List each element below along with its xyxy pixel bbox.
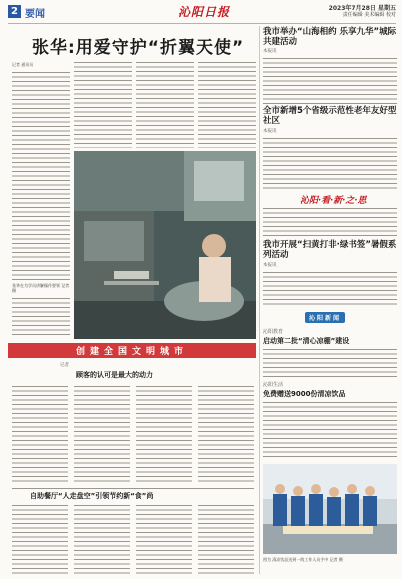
stall-text-col3 — [136, 503, 192, 575]
civilization-banner — [8, 343, 256, 357]
civility-byline: 记者 — [60, 363, 69, 368]
right-top-headline: 我市举办“山海相约 乐享九华”城际共建活动 — [263, 27, 397, 47]
right-column-text — [263, 206, 397, 236]
summer-headline: 我市开展“扫黄打非·绿书签”暑假系列活动 — [263, 240, 397, 260]
masthead-logo: 沁阳日报 — [178, 5, 231, 19]
main-story-text-col1 — [12, 70, 70, 280]
main-headline: 张华:用爱守护“折翼天使” — [32, 38, 245, 58]
stall-text-col2 — [74, 503, 130, 575]
summer-text — [263, 270, 397, 308]
banner-title: 创建全国文明城市 — [75, 347, 188, 357]
stall-text-col1 — [12, 503, 68, 575]
civility-text-col4 — [198, 384, 254, 484]
civility-text-col1 — [12, 384, 68, 484]
page-number: 2 — [8, 5, 21, 18]
main-story-text-col3 — [136, 60, 194, 148]
factory-workshop-image — [74, 151, 256, 339]
editor-credits: 责任编辑 美术编辑 校对 — [342, 12, 396, 18]
right-mid-headline: 全市新增5个省级示范性老年友好型社区 — [263, 106, 397, 126]
section-name: 要闻 — [25, 9, 45, 20]
right-mid-byline: 本报讯 — [263, 129, 277, 134]
right-top-byline: 本报讯 — [263, 49, 277, 54]
item2-text — [263, 400, 397, 460]
item1-kicker: 沁阳教育 — [263, 329, 284, 335]
right-mid-text — [263, 136, 397, 190]
page-header — [8, 3, 396, 24]
volunteers-image — [263, 464, 397, 554]
stall-headline: 自助餐厅“人走盘空”引领节约新“食”尚 — [30, 492, 154, 500]
item1-headline: 启动第二批“清心凉棚”建设 — [263, 337, 350, 345]
right-top-text — [263, 56, 397, 104]
news-box-label: 沁阳新闻 — [305, 312, 345, 323]
bottom-photo-caption: 图为 清凉饮品送到一线工作人员手中 记者 摄 — [263, 557, 343, 562]
issue-date: 2023年7月28日 星期五 — [328, 5, 396, 12]
summer-byline: 本报讯 — [263, 263, 277, 268]
main-story-text-col2 — [74, 60, 132, 148]
item2-kicker: 沁阳生活 — [263, 382, 284, 388]
banner-underline — [8, 357, 256, 358]
stall-divider — [12, 488, 254, 489]
item2-headline: 免费赠送9000份清凉饮品 — [263, 390, 346, 398]
civility-headline: 顾客的认可是最大的动力 — [76, 371, 153, 379]
header-info — [329, 5, 396, 19]
main-photo-caption: 张华在为学员讲解操作要领 记者 摄 — [12, 283, 70, 293]
bottom-photo — [263, 464, 397, 554]
column-tag: 沁阳·看·新·之·思 — [300, 196, 367, 206]
main-story-text-col4 — [198, 60, 256, 148]
main-story-photo — [74, 151, 256, 339]
civility-text-col2 — [74, 384, 130, 484]
column-divider — [259, 26, 260, 574]
caption-extra-text — [12, 296, 70, 338]
stall-text-col4 — [198, 503, 254, 575]
civility-text-col3 — [136, 384, 192, 484]
main-byline: 记者 通讯员 — [12, 62, 34, 67]
item1-text — [263, 347, 397, 377]
